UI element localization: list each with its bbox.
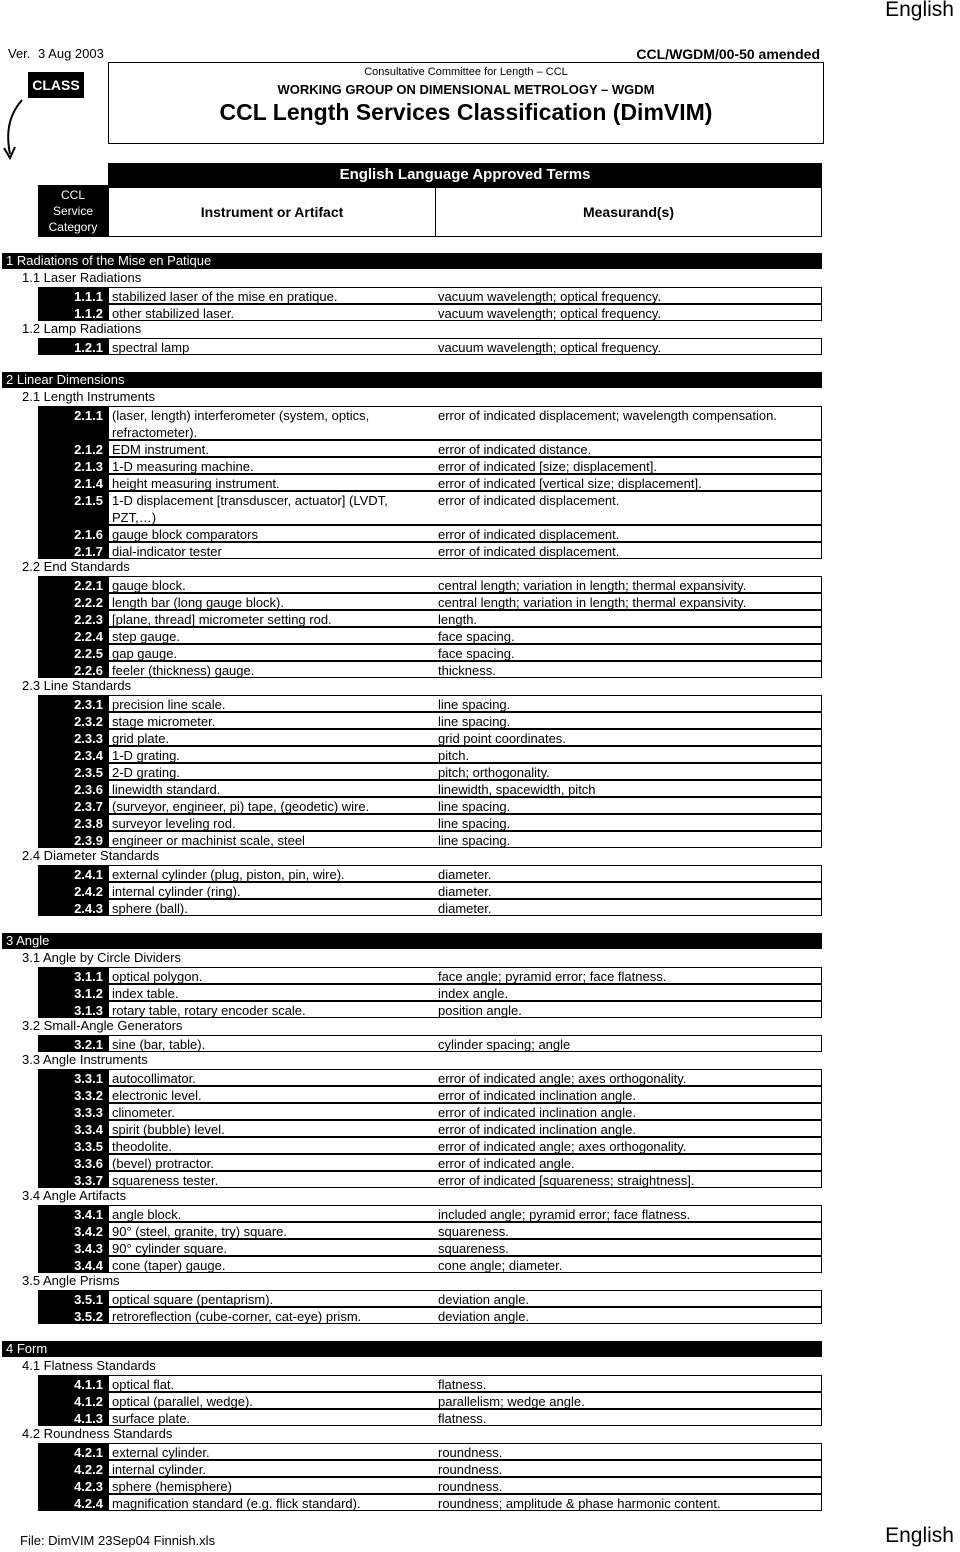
instrument-cell: gauge block. xyxy=(112,578,186,593)
instrument-cell: length bar (long gauge block). xyxy=(112,595,285,610)
measurand-cell: line spacing. xyxy=(438,714,511,729)
category-code: 3.4.3 xyxy=(39,1240,109,1255)
instrument-cell: angle block. xyxy=(112,1207,182,1222)
category-code: 3.1.3 xyxy=(39,1002,109,1017)
version-prefix: Ver. xyxy=(8,46,31,61)
table-row xyxy=(38,627,822,644)
category-code: 2.4.2 xyxy=(39,883,109,898)
category-code: 2.2.5 xyxy=(39,645,109,660)
instrument-cell: internal cylinder (ring). xyxy=(112,884,241,899)
measurand-cell: error of indicated [squareness; straightness]. xyxy=(438,1173,695,1188)
table-row xyxy=(38,406,822,440)
instrument-cell: optical (parallel, wedge). xyxy=(112,1394,253,1409)
subsection-header: 2.3 Line Standards xyxy=(22,678,132,693)
table-row xyxy=(38,1103,822,1120)
table-row xyxy=(38,780,822,797)
instrument-cell: optical flat. xyxy=(112,1377,175,1392)
section-header: 3 Angle xyxy=(2,933,822,949)
subsection-header: 2.2 End Standards xyxy=(22,559,130,574)
measurand-cell: central length; variation in length; thermal expansivity. xyxy=(438,578,747,593)
instrument-cell: stage micrometer. xyxy=(112,714,216,729)
subsection-header: 3.3 Angle Instruments xyxy=(22,1052,148,1067)
table-row xyxy=(38,695,822,712)
table-row xyxy=(38,1086,822,1103)
instrument-cell: rotary table, rotary encoder scale. xyxy=(112,1003,306,1018)
category-code: 3.3.5 xyxy=(39,1138,109,1153)
instrument-cell: 90° (steel, granite, try) square. xyxy=(112,1224,287,1239)
curved-arrow-icon xyxy=(0,98,40,162)
measurand-cell: cylinder spacing; angle xyxy=(438,1037,571,1052)
category-code: 3.1.1 xyxy=(39,968,109,983)
instrument-cell: dial-indicator tester xyxy=(112,544,222,559)
category-code: 1.2.1 xyxy=(39,339,109,354)
category-header-line: Category xyxy=(48,220,98,234)
category-code: 3.2.1 xyxy=(39,1036,109,1051)
subsection-header: 2.4 Diameter Standards xyxy=(22,848,160,863)
table-row xyxy=(38,1035,822,1052)
category-code: 3.4.2 xyxy=(39,1223,109,1238)
measurand-cell: error of indicated displacement. xyxy=(438,493,620,508)
category-code: 2.3.9 xyxy=(39,832,109,847)
table-row xyxy=(38,1001,822,1018)
category-code: 3.4.1 xyxy=(39,1206,109,1221)
measurand-cell: roundness. xyxy=(438,1479,503,1494)
subsection-header: 1.2 Lamp Radiations xyxy=(22,321,142,336)
table-row xyxy=(38,746,822,763)
measurand-cell: included angle; pyramid error; face flatness. xyxy=(438,1207,691,1222)
measurand-cell: parallelism; wedge angle. xyxy=(438,1394,585,1409)
table-row xyxy=(38,729,822,746)
instrument-cell: sphere (ball). xyxy=(112,901,188,916)
instrument-cell: internal cylinder. xyxy=(112,1462,206,1477)
category-code: 3.3.7 xyxy=(39,1172,109,1187)
measurand-cell: index angle. xyxy=(438,986,509,1001)
table-row xyxy=(38,1239,822,1256)
category-code: 4.1.1 xyxy=(39,1376,109,1391)
category-code: 1.1.1 xyxy=(39,288,109,303)
section-header: 2 Linear Dimensions xyxy=(2,372,822,388)
instrument-cell: [plane, thread] micrometer setting rod. xyxy=(112,612,332,627)
table-row xyxy=(38,712,822,729)
measurand-cell: face spacing. xyxy=(438,629,515,644)
category-code: 2.2.2 xyxy=(39,594,109,609)
instrument-cell: gap gauge. xyxy=(112,646,178,661)
subsection-header: 3.5 Angle Prisms xyxy=(22,1273,120,1288)
measurand-cell: line spacing. xyxy=(438,697,511,712)
instrument-cell: electronic level. xyxy=(112,1088,202,1103)
instrument-cell: gauge block comparators xyxy=(112,527,258,542)
measurand-cell: diameter. xyxy=(438,884,492,899)
version-label xyxy=(8,46,104,61)
category-code: 3.3.4 xyxy=(39,1121,109,1136)
measurand-cell: roundness. xyxy=(438,1462,503,1477)
instrument-cell: external cylinder. xyxy=(112,1445,210,1460)
table-row xyxy=(38,644,822,661)
measurand-cell: roundness. xyxy=(438,1445,503,1460)
section-header: 4 Form xyxy=(2,1341,822,1357)
measurand-cell: error of indicated [vertical size; displacement]. xyxy=(438,476,702,491)
measurand-cell: error of indicated angle; axes orthogonality. xyxy=(438,1139,687,1154)
table-row xyxy=(38,1477,822,1494)
table-row xyxy=(38,457,822,474)
instrument-cell: 1-D grating. xyxy=(112,748,180,763)
instrument-cell: 1-D displacement [transduscer, actuator] (LVDT, PZT,…) xyxy=(112,493,388,525)
measurand-cell: error of indicated displacement. xyxy=(438,527,620,542)
measurand-cell: pitch; orthogonality. xyxy=(438,765,550,780)
instrument-cell: feeler (thickness) gauge. xyxy=(112,663,255,678)
category-code: 2.1.4 xyxy=(39,475,109,490)
measurand-cell: vacuum wavelength; optical frequency. xyxy=(438,289,662,304)
measurand-cell: diameter. xyxy=(438,901,492,916)
measurand-cell: line spacing. xyxy=(438,816,511,831)
category-code: 2.2.1 xyxy=(39,577,109,592)
measurand-cell: error of indicated angle; axes orthogonality. xyxy=(438,1071,687,1086)
category-code: 4.2.1 xyxy=(39,1444,109,1459)
instrument-cell: height measuring instrument. xyxy=(112,476,280,491)
category-code: 4.2.4 xyxy=(39,1495,109,1510)
instrument-cell: cone (taper) gauge. xyxy=(112,1258,226,1273)
measurand-cell: error of indicated displacement; wavelength compensation. xyxy=(438,408,777,423)
measurand-cell: vacuum wavelength; optical frequency. xyxy=(438,306,662,321)
instrument-cell: (surveyor, engineer, pi) tape, (geodetic) wire. xyxy=(112,799,370,814)
table-row xyxy=(38,1205,822,1222)
document-code: CCL/WGDM/00-50 amended xyxy=(636,46,820,62)
category-code: 4.1.2 xyxy=(39,1393,109,1408)
table-row xyxy=(38,797,822,814)
instrument-cell: (bevel) protractor. xyxy=(112,1156,214,1171)
table-row xyxy=(38,1290,822,1307)
category-header-line: CCL xyxy=(60,188,85,202)
table-row xyxy=(38,1375,822,1392)
table-row xyxy=(38,1069,822,1086)
table-row xyxy=(38,1392,822,1409)
table-row xyxy=(38,1256,822,1273)
category-code: 2.3.7 xyxy=(39,798,109,813)
category-code: 3.5.1 xyxy=(39,1291,109,1306)
measurand-cell: error of indicated displacement. xyxy=(438,544,620,559)
table-row xyxy=(38,542,822,559)
table-row xyxy=(38,882,822,899)
instrument-cell: surface plate. xyxy=(112,1411,191,1426)
instrument-cell: optical polygon. xyxy=(112,969,203,984)
measurand-cell: deviation angle. xyxy=(438,1292,530,1307)
table-row xyxy=(38,287,822,304)
instrument-cell: 1-D measuring machine. xyxy=(112,459,254,474)
instrument-cell: linewidth standard. xyxy=(112,782,221,797)
instrument-cell: (laser, length) interferometer (system, optics, refractometer). xyxy=(112,408,370,440)
category-code: 3.3.2 xyxy=(39,1087,109,1102)
measurand-cell: central length; variation in length; thermal expansivity. xyxy=(438,595,747,610)
instrument-cell: engineer or machinist scale, steel xyxy=(112,833,305,848)
committee-name: Consultative Committee for Length – CCL xyxy=(364,66,568,78)
category-code: 3.3.3 xyxy=(39,1104,109,1119)
instrument-cell: optical square (pentaprism). xyxy=(112,1292,274,1307)
table-row xyxy=(38,814,822,831)
table-row xyxy=(38,1494,822,1511)
main-title: CCL Length Services Classification (DimVIM) xyxy=(219,99,713,125)
category-code: 3.1.2 xyxy=(39,985,109,1000)
category-code: 2.1.5 xyxy=(39,492,109,524)
table-row xyxy=(38,576,822,593)
measurand-cell: position angle. xyxy=(438,1003,522,1018)
instrument-cell: spectral lamp xyxy=(112,340,190,355)
category-code: 2.3.2 xyxy=(39,713,109,728)
measurand-cell: line spacing. xyxy=(438,833,511,848)
measurand-cell: vacuum wavelength; optical frequency. xyxy=(438,340,662,355)
category-code: 2.4.1 xyxy=(39,866,109,881)
category-code: 2.3.5 xyxy=(39,764,109,779)
measurand-cell: face spacing. xyxy=(438,646,515,661)
table-row xyxy=(38,1171,822,1188)
measurand-cell: squareness. xyxy=(438,1224,509,1239)
category-header xyxy=(38,185,108,237)
table-row xyxy=(38,865,822,882)
category-header-line: Service xyxy=(52,204,93,218)
measurand-cell: pitch. xyxy=(438,748,470,763)
measurand-cell: length. xyxy=(438,612,478,627)
footer-file: File: DimVIM 23Sep04 Finnish.xls xyxy=(20,1533,216,1548)
table-row xyxy=(38,967,822,984)
instrument-cell: squareness tester. xyxy=(112,1173,219,1188)
category-code: 1.1.2 xyxy=(39,305,109,320)
version-date: 3 Aug 2003 xyxy=(38,46,104,61)
subsection-header: 2.1 Length Instruments xyxy=(22,389,155,404)
table-row xyxy=(38,610,822,627)
instrument-cell: step gauge. xyxy=(112,629,180,644)
category-code: 2.1.2 xyxy=(39,441,109,456)
table-row xyxy=(38,304,822,321)
table-row xyxy=(38,1307,822,1324)
category-code: 2.2.4 xyxy=(39,628,109,643)
category-code: 3.3.6 xyxy=(39,1155,109,1170)
measurand-column-header: Measurand(s) xyxy=(435,187,822,237)
measurand-cell: error of indicated inclination angle. xyxy=(438,1105,637,1120)
measurand-cell: error of indicated distance. xyxy=(438,442,592,457)
measurand-cell: error of indicated angle. xyxy=(438,1156,575,1171)
instrument-cell: magnification standard (e.g. flick standard). xyxy=(112,1496,361,1511)
table-row xyxy=(38,1137,822,1154)
measurand-cell: linewidth, spacewidth, pitch xyxy=(438,782,596,797)
measurand-cell: roundness; amplitude & phase harmonic content. xyxy=(438,1496,721,1511)
category-code: 2.3.8 xyxy=(39,815,109,830)
measurand-cell: flatness. xyxy=(438,1411,487,1426)
measurand-cell: squareness. xyxy=(438,1241,509,1256)
table-row xyxy=(38,831,822,848)
table-row xyxy=(38,899,822,916)
table-row xyxy=(38,1443,822,1460)
working-group-name: WORKING GROUP ON DIMENSIONAL METROLOGY – WGDM xyxy=(277,82,655,97)
category-code: 2.1.7 xyxy=(39,543,109,558)
category-code: 3.4.4 xyxy=(39,1257,109,1272)
instrument-cell: theodolite. xyxy=(112,1139,172,1154)
language-label-bottom: English xyxy=(885,1524,954,1547)
table-row xyxy=(38,661,822,678)
measurand-cell: error of indicated inclination angle. xyxy=(438,1122,637,1137)
table-row xyxy=(38,1154,822,1171)
subsection-header: 3.1 Angle by Circle Dividers xyxy=(22,950,181,965)
measurand-cell: error of indicated inclination angle. xyxy=(438,1088,637,1103)
instrument-cell: 2-D grating. xyxy=(112,765,180,780)
measurand-cell: cone angle; diameter. xyxy=(438,1258,563,1273)
table-row xyxy=(38,525,822,542)
instrument-cell: retroreflection (cube-corner, cat-eye) prism. xyxy=(112,1309,362,1324)
table-row xyxy=(38,1460,822,1477)
instrument-cell: surveyor leveling rod. xyxy=(112,816,236,831)
table-row xyxy=(38,474,822,491)
category-code: 2.3.6 xyxy=(39,781,109,796)
category-code: 3.3.1 xyxy=(39,1070,109,1085)
instrument-cell: 90° cylinder square. xyxy=(112,1241,228,1256)
instrument-cell: sphere (hemisphere) xyxy=(112,1479,232,1494)
table-row xyxy=(38,491,822,525)
category-code: 4.2.2 xyxy=(39,1461,109,1476)
title-box xyxy=(108,62,824,144)
measurand-cell: error of indicated [size; displacement]. xyxy=(438,459,657,474)
measurand-cell: line spacing. xyxy=(438,799,511,814)
table-row xyxy=(38,763,822,780)
measurand-cell: thickness. xyxy=(438,663,496,678)
instrument-cell: grid plate. xyxy=(112,731,170,746)
instrument-cell: external cylinder (plug, piston, pin, wire). xyxy=(112,867,345,882)
table-row xyxy=(38,984,822,1001)
category-code: 2.4.3 xyxy=(39,900,109,915)
instrument-cell: stabilized laser of the mise en pratique. xyxy=(112,289,338,304)
instrument-cell: spirit (bubble) level. xyxy=(112,1122,225,1137)
section-header: 1 Radiations of the Mise en Patique xyxy=(2,253,822,269)
instrument-cell: sine (bar, table). xyxy=(112,1037,206,1052)
category-code: 3.5.2 xyxy=(39,1308,109,1323)
category-code: 4.2.3 xyxy=(39,1478,109,1493)
subsection-header: 1.1 Laser Radiations xyxy=(22,270,142,285)
subsection-header: 3.2 Small-Angle Generators xyxy=(22,1018,183,1033)
instrument-cell: autocollimator. xyxy=(112,1071,196,1086)
category-code: 2.3.3 xyxy=(39,730,109,745)
table-row xyxy=(38,1120,822,1137)
measurand-cell: flatness. xyxy=(438,1377,487,1392)
instrument-cell: precision line scale. xyxy=(112,697,226,712)
instrument-column-header: Instrument or Artifact xyxy=(108,187,436,237)
category-code: 4.1.3 xyxy=(39,1410,109,1425)
category-code: 2.1.6 xyxy=(39,526,109,541)
table-row xyxy=(38,1409,822,1426)
approved-terms-header: English Language Approved Terms xyxy=(108,163,822,187)
table-row xyxy=(38,1222,822,1239)
language-label-top: English xyxy=(885,0,954,21)
table-row xyxy=(38,593,822,610)
class-badge: CLASS xyxy=(28,72,84,98)
instrument-cell: other stabilized laser. xyxy=(112,306,235,321)
measurand-cell: diameter. xyxy=(438,867,492,882)
category-code: 2.1.3 xyxy=(39,458,109,473)
instrument-cell: index table. xyxy=(112,986,179,1001)
category-code: 2.3.4 xyxy=(39,747,109,762)
category-code: 2.1.1 xyxy=(39,407,109,439)
measurand-cell: grid point coordinates. xyxy=(438,731,566,746)
measurand-cell: face angle; pyramid error; face flatness. xyxy=(438,969,667,984)
instrument-cell: EDM instrument. xyxy=(112,442,209,457)
category-code: 2.2.6 xyxy=(39,662,109,677)
measurand-cell: deviation angle. xyxy=(438,1309,530,1324)
subsection-header: 4.2 Roundness Standards xyxy=(22,1426,173,1441)
table-row xyxy=(38,338,822,355)
instrument-cell: clinometer. xyxy=(112,1105,175,1120)
subsection-header: 4.1 Flatness Standards xyxy=(22,1358,156,1373)
category-code: 2.2.3 xyxy=(39,611,109,626)
table-row xyxy=(38,440,822,457)
category-code: 2.3.1 xyxy=(39,696,109,711)
subsection-header: 3.4 Angle Artifacts xyxy=(22,1188,127,1203)
